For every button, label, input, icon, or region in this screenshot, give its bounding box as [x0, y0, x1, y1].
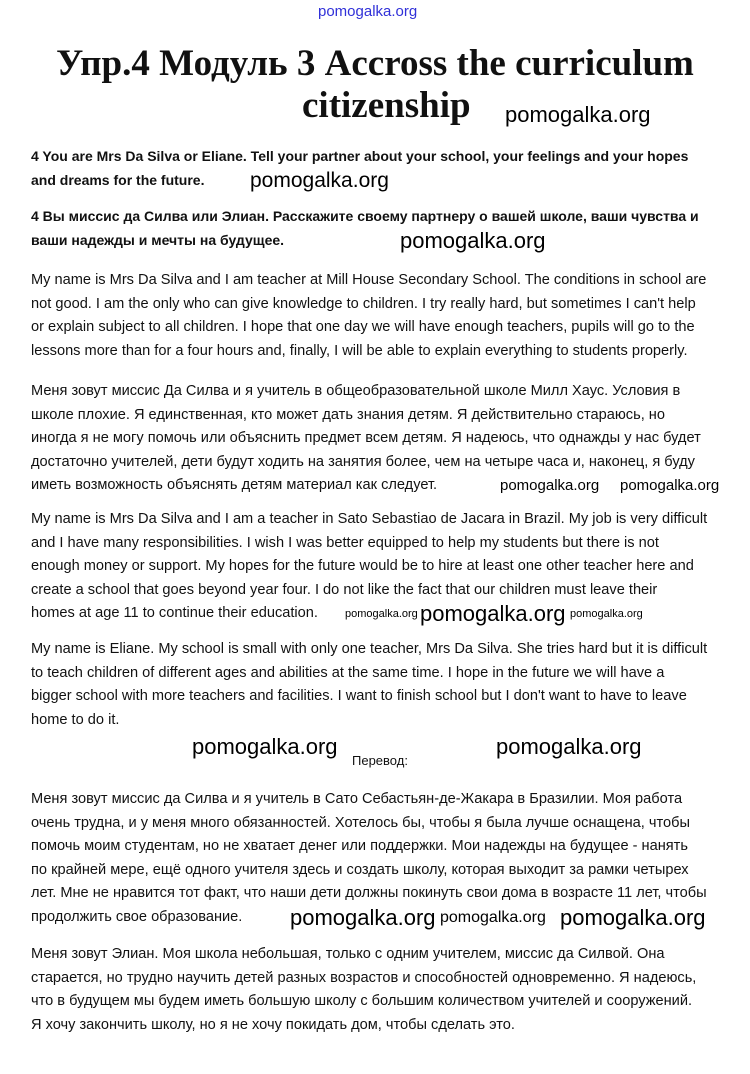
text-line: достаточно учителей, дети будут ходить на занятия более, чем на четыре часа и, наконец, я буду [31, 453, 695, 470]
text-line: лет. Мне не нравится тот факт, что наши дети должны покинуть свои дома в возрасте 11 лет, чтобы [31, 885, 707, 901]
watermark: pomogalka.org [505, 102, 651, 127]
watermark: pomogalka.org [500, 477, 600, 494]
watermark: pomogalka.org [570, 608, 643, 620]
text-line: 4 You are Mrs Da Silva or Eliane. Tell your partner about your school, your feelings and your hopes [31, 148, 689, 164]
watermark: pomogalka.org [420, 601, 566, 626]
text-line: по крайней мере, ещё одного учителя здесь и создать школу, которая выходит за рамки четырех [31, 861, 689, 878]
text-line: not good. I am the only who can give knowledge to children. I try really hard, but sometimes I can't help [31, 295, 696, 312]
watermark: pomogalka.org [496, 734, 642, 759]
watermark-top: pomogalka.org [318, 3, 418, 20]
watermark: pomogalka.org [192, 734, 338, 759]
paragraph-teacher-mill-house-en [31, 269, 706, 363]
text-line: My name is Eliane. My school is small with only one teacher, Mrs Da Silva. She tries hard but it is difficult [31, 641, 708, 657]
text-line: Меня зовут Элиан. Моя школа небольшая, только с одним учителем, миссис да Силвой. Она [31, 946, 665, 962]
text-line: помочь моим студентам, но не хватает денег или поддержки. Мои надежды на будущее - нанять [31, 838, 688, 854]
text-line: иногда я не могу помочь или объяснить предмет всем детям. Я надеюсь, что однажды у нас будет [31, 430, 701, 446]
paragraph-teacher-mill-house-ru [31, 380, 701, 498]
text-line: Меня зовут миссис Да Силва и я учитель в общеобразовательной школе Милл Хаус. Условия в [31, 383, 681, 399]
text-line: homes at age 11 to continue their education. [31, 605, 318, 621]
text-line: lessons more than for a four hours and, finally, I will be able to explain everything to students properly. [31, 342, 688, 359]
text-line: продолжить свое образование. [31, 908, 243, 925]
translation-label: Перевод: [352, 753, 408, 768]
text-line: что в будущем мы будем иметь большую школу с большим количеством учителей и сооружений. [31, 993, 693, 1009]
paragraph-eliane-en [31, 638, 707, 732]
text-line: 4 Вы миссис да Силва или Элиан. Расскажите своему партнеру о вашей школе, ваши чувства и [31, 208, 699, 224]
text-line: and dreams for the future. [31, 171, 205, 188]
text-line: ваши надежды и мечты на будущее. [31, 231, 285, 248]
text-line: очень трудна, и у меня много обязанностей. Хотелось бы, чтобы я была лучше оснащена, чтобы [31, 814, 690, 831]
text-line: or explain subject to all children. I hope that one day we will have enough teachers, pupils will go to the [31, 319, 695, 335]
watermark: pomogalka.org [440, 909, 546, 926]
text-line: старается, но трудно научить детей разных возрастов и способностей одновременно. Я надеюсь, [31, 969, 697, 986]
task-russian [31, 205, 699, 252]
text-line: Я хочу закончить школу, но я не хочу покидать дом, чтобы сделать это. [31, 1016, 515, 1033]
watermark: pomogalka.org [290, 905, 436, 930]
watermark: pomogalka.org [620, 477, 720, 494]
text-line: Меня зовут миссис да Силва и я учитель в Сато Себастьян-де-Жакара в Бразилии. Моя работа [31, 791, 683, 807]
page-title-line2: citizenship [302, 85, 471, 126]
text-line: enough money or support. My hopes for the future would be to hire at least one other teacher here and [31, 558, 694, 574]
text-line: create a school that goes beyond year four. I do not like the fact that our children must leave their [31, 581, 658, 598]
text-line: My name is Mrs Da Silva and I am teacher at Mill House Secondary School. The conditions in school are [31, 272, 707, 288]
text-line: and I have many responsibilities. I wish I was better equipped to help my students but there is not [31, 534, 659, 551]
text-line: школе плохие. Я единственная, кто может дать знания детям. Я действительно стараюсь, но [31, 406, 665, 423]
paragraph-eliane-ru [31, 943, 696, 1037]
watermark: pomogalka.org [345, 608, 418, 620]
text-line: to teach children of different ages and abilities at the same time. I hope in the future we will have a [31, 664, 665, 681]
watermark: pomogalka.org [400, 228, 546, 253]
text-line: bigger school with more teachers and facilities. I want to finish school but I don't want to have to leave [31, 688, 687, 704]
text-line: My name is Mrs Da Silva and I am a teacher in Sato Sebastiao de Jacara in Brazil. My job is very difficult [31, 511, 708, 527]
watermark: pomogalka.org [560, 905, 706, 930]
watermark: pomogalka.org [250, 169, 389, 192]
page-title-line1: Упр.4 Модуль 3 Accross the curriculum [56, 43, 694, 84]
text-line: home to do it. [31, 711, 120, 728]
text-line: иметь возможность объяснять детям материал как следует. [31, 477, 438, 493]
